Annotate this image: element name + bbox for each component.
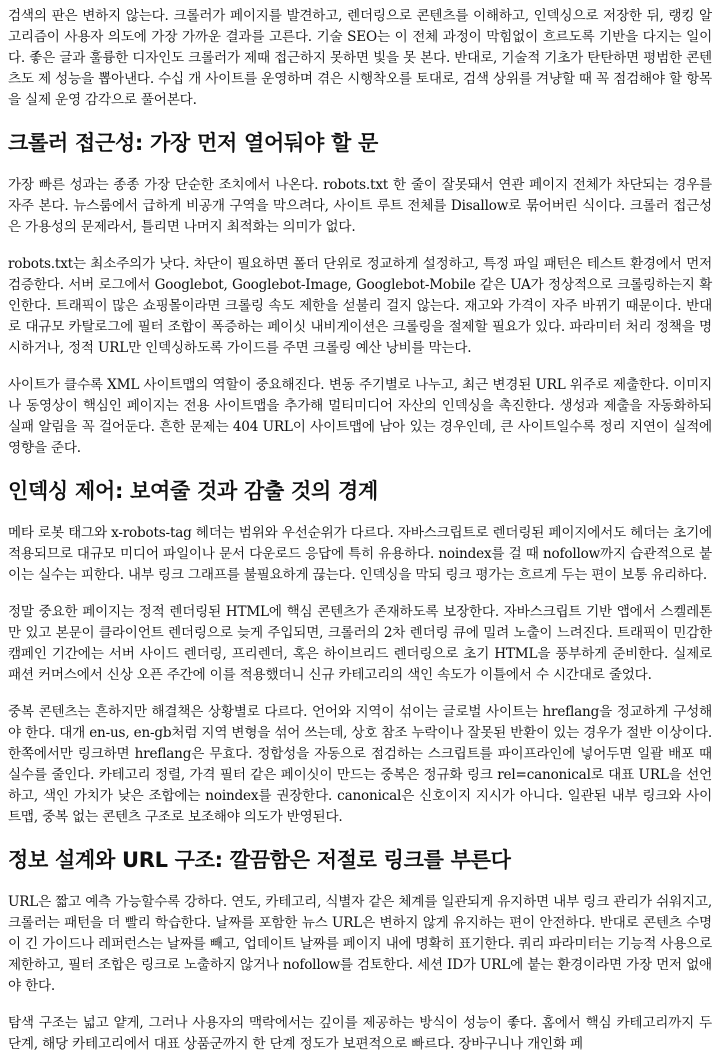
- paragraph: 가장 빠른 성과는 종종 가장 단순한 조치에서 나온다. robots.txt 한 줄이 잘못돼서 연관 페이지 전체가 차단되는 경우를 자주 본다. 뉴스룸에서 급하게 비공개 구역을 막으려다, 사이트 루트 전체를 Disallow로 묶어버린 식이다. 크롤러 접근성은 가용성의 문제라서, 틀리면 나머지 최적화는 의미가 없다.: [8, 177, 712, 235]
- section-heading-crawler-access: 크롤러 접근성: 가장 먼저 열어둬야 할 문: [8, 131, 378, 155]
- paragraph: robots.txt는 최소주의가 낫다. 차단이 필요하면 폴더 단위로 정교하게 설정하고, 특정 파일 패턴은 테스트 환경에서 먼저 검증한다. 서버 로그에서 Googlebot, Googlebot-Image, Googlebot-Mobile 같은 UA가 정상적으로 크롤링하는지 확인한다. 트래픽이 많은 쇼핑몰이라면 크롤링 속도 제한을 섣불리 걸지 않는다. 재고와 가격이 자주 바뀌기 때문이다. 반대로 대규모 카탈로그에 필터 조합이 폭증하는 페이싯 내비게이션은 크롤링을 절제할 필요가 있다. 파라미터 처리 정책을 명시하거나, 정적 URL만 인덱싱하도록 가이드를 주면 크롤링 예산 낭비를 막는다.: [8, 256, 712, 356]
- paragraph: 중복 콘텐츠는 흔하지만 해결책은 상황별로 다르다. 언어와 지역이 섞이는 글로벌 사이트는 hreflang을 정교하게 구성해야 한다. 대개 en-us, en-gb처럼 지역 변형을 섞어 쓰는데, 상호 참조 누락이나 잘못된 반환이 있는 경우가 절반 이상이다. 한쪽에서만 링크하면 hreflang은 무효다. 정합성을 자동으로 점검하는 스크립트를 파이프라인에 넣어두면 일괄 배포 때 실수를 줄인다. 카테고리 정렬, 가격 필터 같은 페이싯이 만드는 중복은 정규화 링크 rel=canonical로 대표 URL을 선언하고, 색인 가치가 낮은 조합에는 noindex를 권장한다. canonical은 신호이지 지시가 아니다. 일관된 내부 링크와 사이트맵, 중복 없는 콘텐츠 구조로 보조해야 의도가 반영된다.: [8, 704, 712, 825]
- paragraph: 정말 중요한 페이지는 정적 렌더링된 HTML에 핵심 콘텐츠가 존재하도록 보장한다. 자바스크립트 기반 앱에서 스켈레톤만 있고 본문이 클라이언트 렌더링으로 늦게 주입되면, 크롤러의 2차 렌더링 큐에 밀려 노출이 느려진다. 트래픽이 민감한 캠페인 기간에는 서버 사이드 렌더링, 프리렌더, 혹은 하이브리드 렌더링으로 초기 HTML을 풍부하게 준비한다. 실제로 패션 커머스에서 신상 오픈 주간에 이를 적용했더니 신규 카테고리의 색인 속도가 이틀에서 수 시간대로 줄었다.: [8, 604, 712, 683]
- paragraph: 사이트가 클수록 XML 사이트맵의 역할이 중요해진다. 변동 주기별로 나누고, 최근 변경된 URL 위주로 제출한다. 이미지나 동영상이 핵심인 페이지는 전용 사이트맵을 추가해 멀티미디어 자산의 인덱싱을 촉진한다. 생성과 제출을 자동화하되 실패 알림을 꼭 걸어둔다. 흔한 문제는 404 URL이 사이트맵에 남아 있는 경우인데, 큰 사이트일수록 정리 지연이 실적에 영향을 준다.: [8, 377, 712, 456]
- intro-paragraph: 검색의 판은 변하지 않는다. 크롤러가 페이지를 발견하고, 렌더링으로 콘텐츠를 이해하고, 인덱싱으로 저장한 뒤, 랭킹 알고리즘이 사용자 의도에 가장 가까운 결과를 고른다. 기술 SEO는 이 전체 과정이 막힘없이 흐르도록 기반을 다지는 일이다. 좋은 글과 훌륭한 디자인도 크롤러가 제때 접근하지 못하면 빛을 못 본다. 반대로, 기술적 기초가 탄탄하면 평범한 콘텐츠도 제 성능을 뽑아낸다. 수십 개 사이트를 운영하며 겪은 시행착오를 토대로, 검색 상위를 겨냥할 때 꼭 점검해야 할 항목을 실제 운영 감각으로 풀어본다.: [8, 8, 712, 108]
- section-heading-indexing-control: 인덱싱 제어: 보여줄 것과 감출 것의 경계: [8, 479, 378, 503]
- paragraph: 탐색 구조는 넓고 얕게, 그러나 사용자의 맥락에서는 깊이를 제공하는 방식이 성능이 좋다. 홈에서 핵심 카테고리까지 두 단계, 해당 카테고리에서 대표 상품군까지 한 단계 정도가 보편적으로 빠르다. 장바구니나 개인화 페: [8, 1015, 712, 1052]
- section-heading-url-structure: 정보 설계와 URL 구조: 깔끔함은 저절로 링크를 부른다: [8, 848, 511, 872]
- paragraph: 메타 로봇 태그와 x-robots-tag 헤더는 범위와 우선순위가 다르다. 자바스크립트로 렌더링된 페이지에서도 헤더는 초기에 적용되므로 대규모 미디어 파일이나 문서 다운로드 응답에 특히 유용하다. noindex를 걸 때 nofollow까지 습관적으로 붙이는 실수는 피한다. 내부 링크 그래프를 불필요하게 끊는다. 인덱싱을 막되 링크 평가는 흐르게 두는 편이 보통 유리하다.: [8, 525, 712, 583]
- paragraph: URL은 짧고 예측 가능할수록 강하다. 연도, 카테고리, 식별자 같은 체계를 일관되게 유지하면 내부 링크 관리가 쉬워지고, 크롤러는 패턴을 더 빨리 학습한다. 날짜를 포함한 뉴스 URL은 변하지 않게 유지하는 편이 안전하다. 반대로 콘텐츠 수명이 긴 가이드나 레퍼런스는 날짜를 빼고, 업데이트 날짜를 페이지 내에 명확히 표기한다. 쿼리 파라미터는 기능적 사용으로 제한하고, 필터 조합은 링크로 노출하지 않거나 nofollow를 검토한다. 세션 ID가 URL에 붙는 환경이라면 가장 먼저 없애야 한다.: [8, 894, 712, 994]
